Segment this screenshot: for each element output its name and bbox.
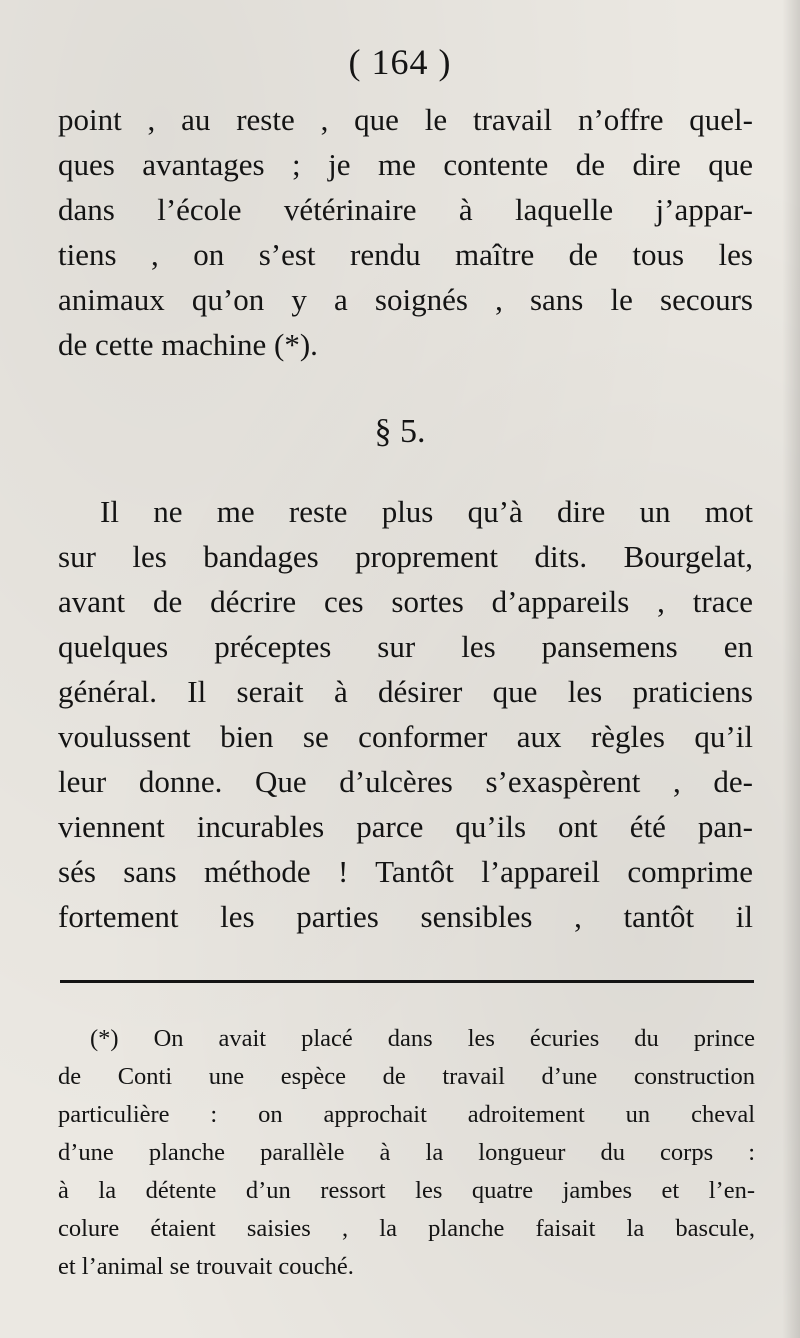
section-heading: § 5. [374,413,426,450]
footnote-line: de Conti une espèce de travail d’une construction [58,1063,755,1090]
paragraph-1-line: tiens , on s’est rendu maître de tous les [58,237,753,272]
paragraph-2-line: général. Il serait à désirer que les praticiens [58,674,753,709]
paragraph-2-line: viennent incurables parce qu’ils ont été pan- [58,809,753,844]
footnote-line: (*) On avait placé dans les écuries du prince [90,1025,755,1052]
paragraph-2-line: sés sans méthode ! Tantôt l’appareil comprime [58,854,753,889]
footnote-separator [60,980,754,983]
paragraph-2-line: quelques préceptes sur les pansemens en [58,629,753,664]
page-number: ( 164 ) [348,42,452,82]
page-edge-shadow [782,0,800,1338]
paragraph-2-line: avant de décrire ces sortes d’appareils , trace [58,584,753,619]
footnote-line: d’une planche parallèle à la longueur du corps : [58,1139,755,1166]
footnote-line: particulière : on approchait adroitement un cheval [58,1101,755,1128]
paragraph-1-line: de cette machine (*). [58,327,318,362]
paragraph-2-line: leur donne. Que d’ulcères s’exaspèrent , de- [58,764,753,799]
footnote-line: et l’animal se trouvait couché. [58,1253,354,1280]
footnote-line: à la détente d’un ressort les quatre jambes et l’en- [58,1177,755,1204]
paragraph-1-line: animaux qu’on y a soignés , sans le secours [58,282,753,317]
paragraph-2-line: voulussent bien se conformer aux règles qu’il [58,719,753,754]
paragraph-2-line: fortement les parties sensibles , tantôt il [58,899,753,934]
paragraph-2-line: sur les bandages proprement dits. Bourgelat, [58,539,753,574]
paragraph-1-line: ques avantages ; je me contente de dire que [58,147,753,182]
footnote-line: colure étaient saisies , la planche faisait la bascule, [58,1215,755,1242]
paragraph-1-line: dans l’école vétérinaire à laquelle j’appar- [58,192,753,227]
paragraph-1-line: point , au reste , que le travail n’offre quel- [58,102,753,137]
paragraph-2-line: Il ne me reste plus qu’à dire un mot [100,494,753,529]
